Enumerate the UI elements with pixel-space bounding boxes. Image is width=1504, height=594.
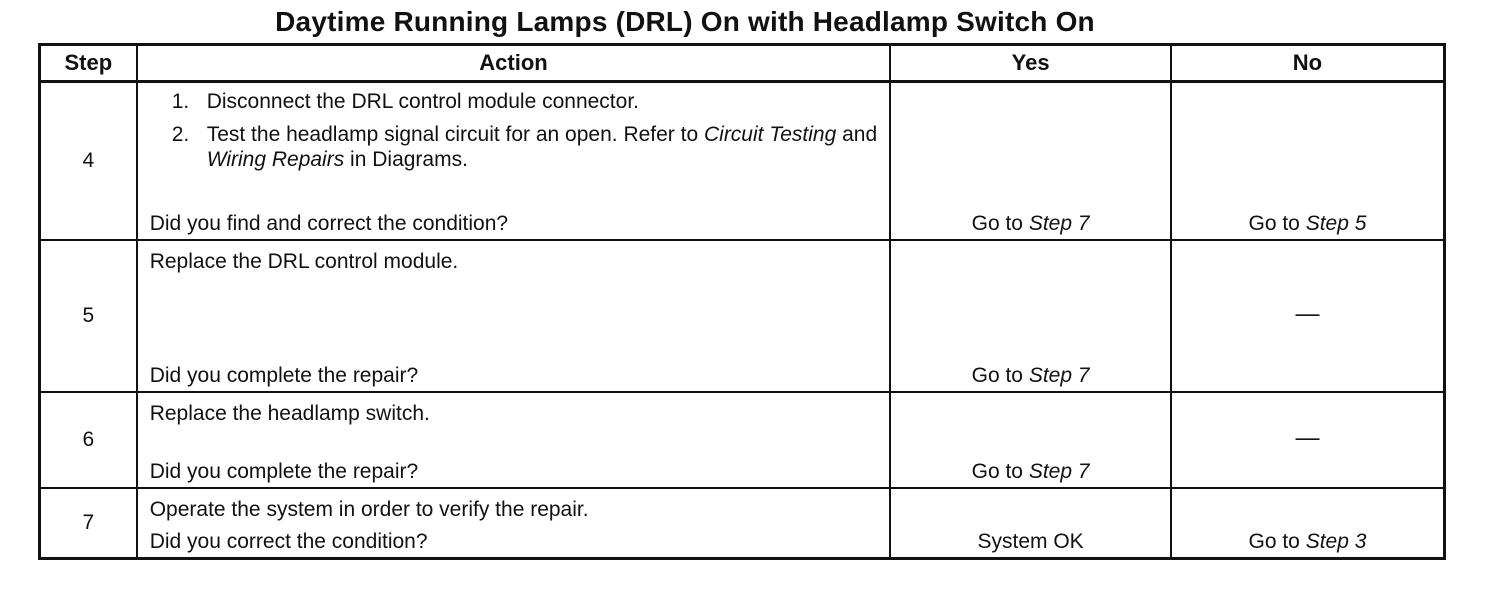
table-row-step-4 bbox=[40, 82, 1445, 241]
no-answer bbox=[1172, 211, 1443, 236]
yes-answer: System OK bbox=[977, 530, 1084, 553]
no-cell bbox=[1171, 392, 1445, 488]
answer-prefix: Go to bbox=[971, 364, 1029, 387]
step-reference: Step 7 bbox=[1028, 364, 1090, 387]
page-title: Daytime Running Lamps (DRL) On with Headlamp Switch On bbox=[275, 6, 1095, 37]
reference-circuit-testing: Circuit Testing bbox=[703, 123, 837, 146]
table-row-step-5 bbox=[40, 240, 1445, 392]
no-cell bbox=[1171, 240, 1445, 392]
step-reference: Step 3 bbox=[1305, 530, 1367, 553]
step-reference: Step 7 bbox=[1028, 460, 1090, 483]
yes-cell bbox=[890, 240, 1171, 392]
action-cell bbox=[137, 82, 891, 241]
action-text: Operate the system in order to verify the repair. bbox=[149, 498, 589, 521]
text-segment: in Diagrams. bbox=[344, 148, 468, 171]
action-cell bbox=[137, 392, 891, 488]
no-answer-dash: — bbox=[1295, 300, 1320, 328]
table-row-step-6 bbox=[40, 392, 1445, 488]
table-row-step-7 bbox=[40, 488, 1445, 559]
text-segment: and bbox=[836, 123, 878, 146]
step-number: 5 bbox=[40, 240, 137, 392]
text-segment: Test the headlamp signal circuit for an open. Refer to bbox=[206, 123, 704, 146]
step-number: 4 bbox=[40, 82, 137, 241]
diagnostic-table bbox=[38, 43, 1446, 560]
step-reference: Step 7 bbox=[1028, 212, 1090, 235]
step-reference: Step 5 bbox=[1305, 212, 1367, 235]
list-item bbox=[172, 89, 878, 114]
header-no: No bbox=[1171, 45, 1445, 82]
answer-prefix: Go to bbox=[971, 460, 1029, 483]
answer-prefix: Go to bbox=[1248, 212, 1306, 235]
reference-wiring-repairs: Wiring Repairs bbox=[206, 148, 345, 171]
yes-answer bbox=[891, 211, 1170, 236]
header-yes: Yes bbox=[890, 45, 1171, 82]
yes-cell bbox=[890, 82, 1171, 241]
answer-prefix: Go to bbox=[1248, 530, 1306, 553]
question-text: Did you complete the repair? bbox=[149, 364, 419, 387]
header-action: Action bbox=[137, 45, 891, 82]
answer-prefix: Go to bbox=[971, 212, 1029, 235]
list-item bbox=[172, 122, 878, 172]
yes-answer bbox=[891, 459, 1170, 484]
header-row bbox=[40, 45, 1445, 82]
no-answer bbox=[1172, 529, 1443, 554]
yes-answer bbox=[891, 363, 1170, 388]
header-step: Step bbox=[40, 45, 137, 82]
action-cell bbox=[137, 488, 891, 559]
question-text: Did you find and correct the condition? bbox=[149, 212, 509, 235]
question-text: Did you correct the condition? bbox=[149, 530, 428, 553]
action-text: Replace the DRL control module. bbox=[149, 250, 459, 273]
no-cell bbox=[1171, 82, 1445, 241]
action-cell bbox=[137, 240, 891, 392]
yes-cell bbox=[890, 392, 1171, 488]
step-number: 6 bbox=[40, 392, 137, 488]
list-item-text: Disconnect the DRL control module connector. bbox=[206, 90, 639, 113]
no-cell bbox=[1171, 488, 1445, 559]
list-item-number: 1. bbox=[171, 90, 190, 113]
list-item-number: 2. bbox=[171, 123, 190, 146]
no-answer-dash: — bbox=[1295, 424, 1320, 452]
action-text: Replace the headlamp switch. bbox=[149, 402, 430, 425]
list-item-text bbox=[207, 122, 878, 172]
step-number: 7 bbox=[40, 488, 137, 559]
yes-cell bbox=[890, 488, 1171, 559]
action-list bbox=[172, 89, 878, 180]
question-text: Did you complete the repair? bbox=[149, 460, 419, 483]
